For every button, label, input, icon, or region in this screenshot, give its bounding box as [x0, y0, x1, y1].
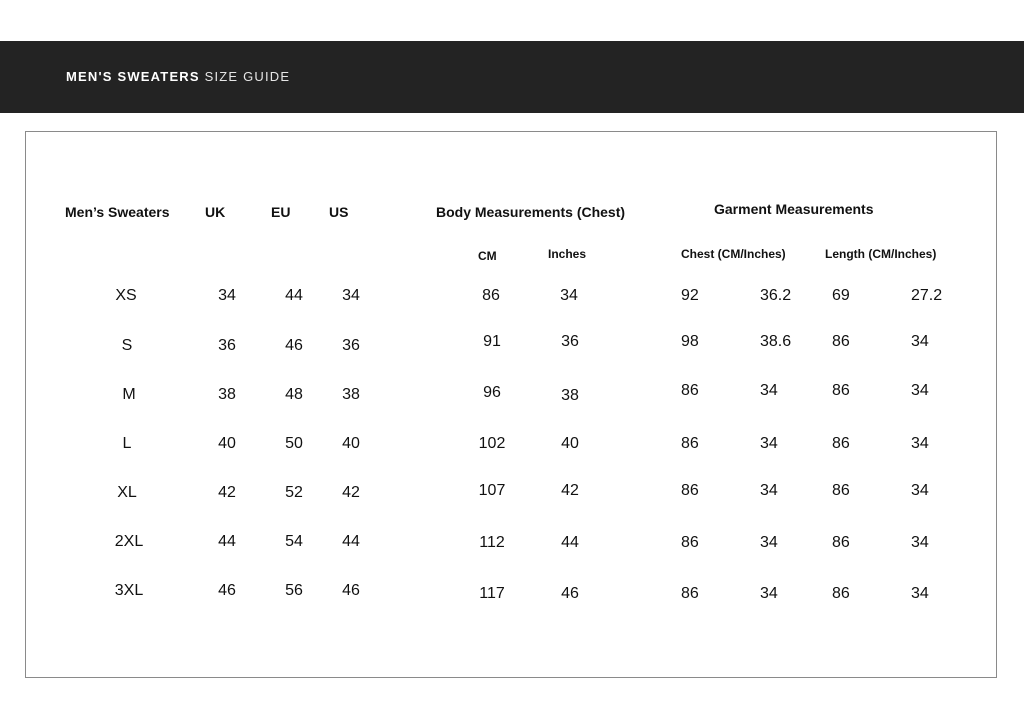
subheader-cm: CM — [478, 249, 497, 263]
table-cell-size: 2XL — [114, 533, 144, 550]
header-eu: EU — [271, 204, 291, 220]
table-cell-us: 34 — [342, 287, 360, 304]
table-cell-us: 46 — [342, 582, 360, 599]
table-cell-chest-inches: 34 — [760, 435, 778, 452]
table-cell-length-cm: 86 — [832, 482, 850, 499]
table-cell-eu: 52 — [285, 484, 303, 501]
table-cell-uk: 34 — [218, 287, 236, 304]
table-cell-length-cm: 69 — [832, 287, 850, 304]
table-cell-body-cm: 117 — [479, 585, 505, 602]
table-cell-uk: 46 — [218, 582, 236, 599]
header-us: US — [329, 204, 349, 220]
table-cell-length-cm: 86 — [832, 585, 850, 602]
table-cell-body-cm: 86 — [482, 287, 500, 304]
subheader-length: Length (CM/Inches) — [825, 247, 937, 261]
table-cell-chest-inches: 34 — [760, 534, 778, 551]
table-cell-body-inches: 40 — [561, 435, 579, 452]
table-cell-chest-cm: 86 — [681, 435, 699, 452]
table-cell-size: L — [122, 435, 132, 452]
table-cell-uk: 42 — [218, 484, 236, 501]
table-cell-eu: 50 — [285, 435, 303, 452]
page-title-bold: MEN'S SWEATERS — [66, 69, 200, 84]
table-cell-length-cm: 86 — [832, 382, 850, 399]
table-cell-chest-cm: 86 — [681, 482, 699, 499]
table-cell-body-inches: 42 — [561, 482, 579, 499]
table-cell-chest-cm: 86 — [681, 534, 699, 551]
table-cell-body-inches: 44 — [561, 534, 579, 551]
table-cell-length-inches: 34 — [911, 382, 929, 399]
table-cell-length-cm: 86 — [832, 333, 850, 350]
table-cell-size: 3XL — [114, 582, 144, 599]
table-cell-size: S — [121, 337, 133, 354]
table-cell-uk: 44 — [218, 533, 236, 550]
table-cell-body-cm: 102 — [478, 435, 506, 452]
header-body-measurements: Body Measurements (Chest) — [436, 204, 626, 220]
table-cell-body-cm: 112 — [479, 534, 505, 551]
table-cell-chest-inches: 34 — [760, 585, 778, 602]
table-cell-uk: 40 — [218, 435, 236, 452]
page-title — [66, 69, 290, 84]
table-cell-body-inches: 34 — [560, 287, 578, 304]
header-size: Men’s Sweaters — [65, 204, 170, 220]
table-cell-length-cm: 86 — [832, 534, 850, 551]
table-cell-body-cm: 107 — [478, 482, 506, 499]
table-cell-us: 44 — [342, 533, 360, 550]
table-cell-eu: 56 — [285, 582, 303, 599]
table-cell-us: 36 — [342, 337, 360, 354]
table-cell-length-inches: 27.2 — [911, 287, 943, 304]
subheader-chest: Chest (CM/Inches) — [681, 247, 786, 261]
table-cell-chest-cm: 92 — [681, 287, 699, 304]
subheader-inches: Inches — [548, 247, 587, 261]
table-cell-length-inches: 34 — [911, 333, 929, 350]
header-banner — [0, 41, 1024, 113]
table-cell-eu: 54 — [285, 533, 303, 550]
table-cell-body-inches: 46 — [561, 585, 579, 602]
table-cell-length-inches: 34 — [911, 585, 929, 602]
header-uk: UK — [205, 204, 226, 220]
table-cell-uk: 38 — [218, 386, 236, 403]
table-cell-chest-cm: 86 — [681, 382, 699, 399]
table-cell-length-cm: 86 — [832, 435, 850, 452]
table-cell-length-inches: 34 — [911, 534, 929, 551]
header-garment-measurements: Garment Measurements — [714, 201, 874, 217]
table-cell-eu: 44 — [285, 287, 303, 304]
table-cell-body-cm: 96 — [483, 384, 501, 401]
table-cell-chest-cm: 98 — [681, 333, 699, 350]
table-cell-size: M — [122, 386, 136, 403]
table-cell-length-inches: 34 — [911, 482, 929, 499]
table-cell-size: XL — [117, 484, 137, 501]
table-cell-us: 42 — [342, 484, 360, 501]
table-cell-chest-inches: 34 — [760, 382, 778, 399]
table-cell-chest-inches: 38.6 — [760, 333, 792, 350]
table-cell-chest-inches: 36.2 — [760, 287, 792, 304]
table-cell-body-inches: 38 — [561, 387, 579, 404]
table-cell-us: 38 — [342, 386, 360, 403]
table-cell-chest-cm: 86 — [681, 585, 699, 602]
table-cell-body-cm: 91 — [483, 333, 501, 350]
table-cell-size: XS — [115, 287, 137, 304]
table-cell-eu: 48 — [285, 386, 303, 403]
table-cell-length-inches: 34 — [911, 435, 929, 452]
table-cell-uk: 36 — [218, 337, 236, 354]
table-cell-eu: 46 — [285, 337, 303, 354]
page-title-light: SIZE GUIDE — [204, 69, 291, 84]
table-cell-chest-inches: 34 — [760, 482, 778, 499]
table-cell-us: 40 — [342, 435, 360, 452]
table-cell-body-inches: 36 — [561, 333, 579, 350]
